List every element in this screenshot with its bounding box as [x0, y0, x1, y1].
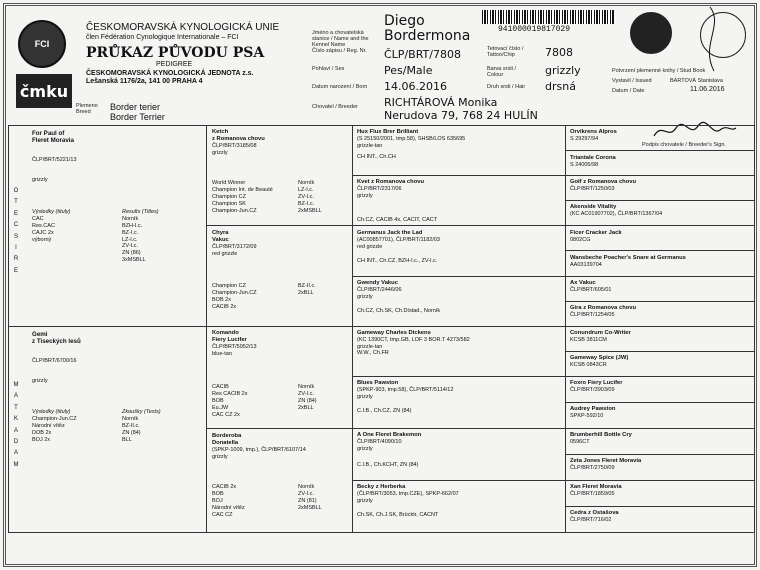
ancestor-cell: Golf z Romanova chovu ČLP/BRT/1250/03: [570, 179, 637, 192]
ancestor-cell: Zeta Jones Fleret Moravia ČLP/BRT/2750/09: [570, 458, 642, 471]
dam-titles: Výsledky (tituly) Champion-Jun.CZ Národní vítěz DOB 2x BOJ 2x: [32, 409, 77, 443]
great-grandparent-cell: Blues Pawston (SPKP-903, tmp.58), ČLP/BRT/5114/12 grizzly C.I.B., Ch.CZ, ZN (84): [357, 380, 454, 415]
great-grandparent-cell: A One Fleret Brakemon ČLP/BRT/4090/10 grizzly C.I.B., Ch.KCHT, ZN (84): [357, 432, 422, 469]
header-block: [86, 22, 296, 86]
great-grandparent-cell: Becky z Herberka (ČLP/BRT/3053, tmp.CZE), SPKP-662/07 grizzly Ch.SK, Ch.J.SK, Brücktr, CACNT: [357, 484, 459, 519]
approved-by: BARTOVÁ Stanislava: [670, 78, 723, 84]
sire-cell: For Paul of Fleret Moravia ČLP/BRT/5221/13 grizzly: [32, 130, 77, 184]
breed-label: Plemeno Breed: [76, 103, 98, 116]
studbook-label: Potvrzení plemenné knihy / Stud Book: [612, 68, 706, 74]
ancestor-cell: Brumberhill Bottle Cry 0596CT: [570, 432, 632, 445]
grandparent-cell: Borderoba Donatella (SPKP-1009, tmp.), ČLP/BRT/6107/14 grizzly: [212, 433, 306, 460]
reg-number: ČLP/BRT/7808: [384, 48, 461, 61]
grid-bottom: [8, 532, 754, 533]
gp-tests: BZ-II.c. 2xBLL: [298, 283, 316, 296]
grid-gp2: [206, 428, 754, 429]
dob-value: 14.06.2016: [384, 80, 447, 93]
ancestor-cell: Cedra z Ostašova ČLP/BRT/716/02: [570, 510, 619, 523]
gp-titles: CACIB 2x BOB BOJ Národní vítěz CAC CZ: [212, 484, 245, 518]
sire-titles: Výsledky (tituly) CAC Res.CAC CAJC 2x výborný: [32, 209, 71, 243]
tattoo-value: 7808: [545, 46, 573, 59]
grid-g7: [565, 454, 754, 455]
gp-tests: Norník ZV-I.c. ZN (84) 2xBLL: [298, 384, 317, 411]
reg-label: Číslo zápisu / Reg. Nr.: [312, 48, 367, 54]
dam-tests: Zkoušky (Tests) Norník BZ-II.c. ZN (84) BLL: [122, 409, 161, 443]
issued-label: Vystavil / Issued: [612, 78, 652, 84]
grid-ggp3: [352, 376, 754, 377]
doc-title: PRŮKAZ PŮVODU PSA: [86, 44, 265, 61]
barcode-number: 941000019817029: [498, 25, 571, 34]
sex-value: Pes/Male: [384, 64, 433, 77]
issuer-address: Lešanská 1176/2a, 141 00 PRAHA 4: [86, 77, 203, 85]
grid-right: [754, 125, 755, 532]
ancestor-cell: Gameway Spice (JW) KCSB 0843CR: [570, 355, 629, 368]
gp-titles: Champion CZ Champion-Jun.CZ BOB 2x CACIB 2x: [212, 283, 257, 310]
grid-g5: [565, 351, 754, 352]
doc-subtitle: PEDIGREE: [156, 60, 193, 68]
breeder-value: RICHTÁROVÁ Monika Nerudova 79, 768 24 HULÍN: [384, 96, 538, 122]
sire-tests: Results (Titles) Norník BZH-I.c. BZ-I.c. LZ-I.c. ZV-I.c. ZN (86) 3xMSBLL: [122, 209, 159, 264]
ancestor-cell: Örvikrens Alpros S 29297/94: [570, 129, 617, 142]
fci-logo: FCI: [18, 20, 66, 68]
dam-cell: Gemi z Tiseckých lesů ČLP/BRT/6700/16 grizzly: [32, 331, 81, 385]
dam-side-label: M A T K A D A M: [13, 382, 19, 468]
grid-g6: [565, 402, 754, 403]
chip-barcode: [482, 10, 614, 24]
breeder-label: Chovatel / Breeder: [312, 104, 358, 110]
grid-ggp2: [352, 276, 754, 277]
ancestor-cell: Gira z Romanova chovu ČLP/BRT/1254/05: [570, 305, 637, 318]
grid-top: [8, 125, 754, 126]
cmku-logo: čmku: [16, 74, 72, 108]
ancestor-cell: Xan Fleret Moravia ČLP/BRT/1859/05: [570, 484, 622, 497]
colour-value: grizzly: [545, 64, 581, 77]
grid-g8: [565, 506, 754, 507]
grid-col3: [565, 125, 566, 532]
issue-date: 11.06.2016: [690, 86, 725, 93]
stamp-icon: [630, 12, 672, 54]
gp-titles: World Winner Champion Int. de Beauté Champion CZ Champion SK Champion-Jun.CZ: [212, 180, 273, 214]
grandparent-cell: Komando Fiery Lucifer ČLP/BRT/5952/13 blue-tan: [212, 330, 257, 357]
tattoo-label: Tetovací číslo / Tattoo/Chip: [487, 46, 524, 59]
ancestor-cell: Foxro Fiery Lucifer ČLP/BRT/3903/09: [570, 380, 623, 393]
grid-col1: [206, 125, 207, 532]
great-grandparent-cell: Gwendy Vakuc ČLP/BRT/2446/06 grizzly Ch.CZ, Ch.SK, Ch.Dístad., Norník: [357, 280, 441, 315]
grid-left: [8, 125, 9, 532]
signature-stroke-icon: [690, 5, 730, 75]
grid-ggp4: [352, 480, 754, 481]
grandparent-cell: Ketch z Romanova chovu ČLP/BRT/3185/08 grizzly: [212, 129, 265, 156]
grid-ggp1: [352, 175, 754, 176]
ancestor-cell: Triantale Corona S 24005/98: [570, 155, 616, 168]
dog-name-label: Jméno a chovatelská stanice / Name and the Kennel Name: [312, 30, 369, 49]
grid-g2: [565, 200, 754, 201]
sex-label: Pohlaví / Sex: [312, 66, 345, 72]
sire-side-label: O T E C S I R E: [13, 188, 19, 274]
date-label: Datum / Date: [612, 88, 645, 94]
great-grandparent-cell: Germanus Jack the Lad (AC00857701), ČLP/BRT/1182/03 red grizzle CH INT., Ch.CZ, BZH-I.c., ZV-I.c.: [357, 230, 440, 265]
grandparent-cell: Chyra Vakuc ČLP/BRT/3172/09 red grizzle: [212, 230, 257, 257]
ancestor-cell: Audrey Pawston SPKP-592/10: [570, 406, 616, 419]
ancestor-cell: Ax Vakuc ČLP/BRT/605/01: [570, 280, 612, 293]
gp-tests: Norník LZ-I.c. ZV-I.c. BZ-I.c. 2xMSBLL: [298, 180, 322, 214]
grid-col2: [352, 125, 353, 532]
dob-label: Datum narození / Born: [312, 84, 368, 90]
logo-block: [14, 20, 74, 110]
colour-label: Barva srsti / Colour: [487, 66, 517, 79]
dog-name: Diego Bordermona: [384, 13, 471, 44]
great-grandparent-cell: Hux Flux Brer Brilliant (S 25150/2001, tmp.58), SHSB/LOS 635695 grizzle-tan CH INT., Ch.CH: [357, 129, 466, 161]
ancestor-cell: Ficer Cracker Jack 0802CG: [570, 230, 622, 243]
grid-g1: [565, 150, 754, 151]
ancestor-cell: Wansbeche Poacher's Snare at Germanus AA03139704: [570, 255, 686, 268]
ancestor-cell: Conundrum Co-Writer KCSB 3811CM: [570, 330, 631, 343]
ancestor-cell: Akenside Vitality (KC AC01907702), ČLP/BRT/1367/04: [570, 204, 663, 217]
grid-g4: [565, 301, 754, 302]
great-grandparent-cell: Kvet z Romanova chovu ČLP/BRT/2317/06 grizzly Ch.CZ, CACIB 4x, CACIT, CACT: [357, 179, 438, 224]
grid-g3: [565, 250, 754, 251]
coat-value: drsná: [545, 80, 576, 93]
coat-label: Druh srsti / Hair: [487, 84, 526, 90]
gp-tests: Norník ZV-I.c. ZN (81) 2xMSBLL: [298, 484, 322, 511]
breeder-sign-label: Podpis chovatele / Breeder's Sign.: [642, 142, 726, 148]
great-grandparent-cell: Gameway Charles Dickens (KC 1390CT, tmp.GB, LOF 3 BOR.T 4273/582 grizzle-tan W.W., Ch.FR: [357, 330, 470, 357]
gp-titles: CACIB Res CACIB 2x BOB Eu.JW CAC CZ 2x: [212, 384, 248, 418]
org-member: člen Fédération Cynologique Internationale – FCI: [86, 33, 239, 41]
org-name: ČESKOMORAVSKÁ KYNOLOGICKÁ UNIE: [86, 22, 280, 33]
issuer: ČESKOMORAVSKÁ KYNOLOGICKÁ JEDNOTA z.s.: [86, 69, 254, 77]
breed-value: Border terier Border Terrier: [110, 102, 165, 123]
